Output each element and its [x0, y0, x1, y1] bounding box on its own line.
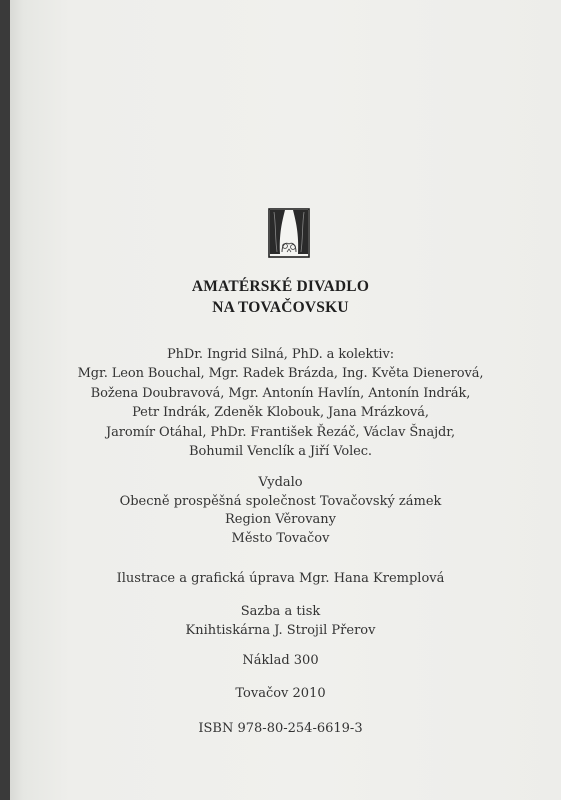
authors-list	[0, 345, 561, 461]
print-block	[0, 603, 561, 640]
author-line: Božena Doubravová, Mgr. Antonín Havlín, Antonín Indrák,	[90, 385, 471, 401]
publisher-block	[0, 474, 561, 548]
author-line: Mgr. Leon Bouchal, Mgr. Radek Brázda, Ing. Květa Dienerová,	[77, 366, 484, 382]
author-line: Jaromír Otáhal, PhDr. František Řezáč, Václav Šnajdr,	[106, 424, 455, 440]
printer-name: Knihtiskárna J. Strojil Přerov	[185, 622, 376, 638]
publisher-line: Obecně prospěšná společnost Tovačovský zámek	[119, 493, 442, 509]
author-line: PhDr. Ingrid Silná, PhD. a kolektiv:	[166, 347, 395, 362]
publisher-label: Vydalo	[258, 475, 303, 490]
place-year: Tovačov 2010	[235, 686, 326, 701]
author-line: Petr Indrák, Zdeněk Klobouk, Jana Mrázková,	[132, 405, 429, 421]
publisher-line: Region Věrovany	[224, 512, 337, 527]
author-line: Bohumil Venclík a Jiří Volec.	[189, 444, 372, 460]
theatre-curtain-logo-icon	[268, 208, 310, 258]
isbn: ISBN 978-80-254-6619-3	[198, 721, 363, 736]
title-line-2: NA TOVAČOVSKU	[212, 299, 349, 316]
print-label: Sazba a tisk	[240, 604, 321, 619]
illustration-credit: Ilustrace a grafická úprava Mgr. Hana Kremplová	[116, 571, 445, 586]
edition-size: Náklad 300	[242, 653, 319, 668]
title-line-1: AMATÉRSKÉ DIVADLO	[191, 278, 370, 295]
book-title	[0, 276, 561, 318]
publisher-line: Město Tovačov	[231, 530, 330, 546]
